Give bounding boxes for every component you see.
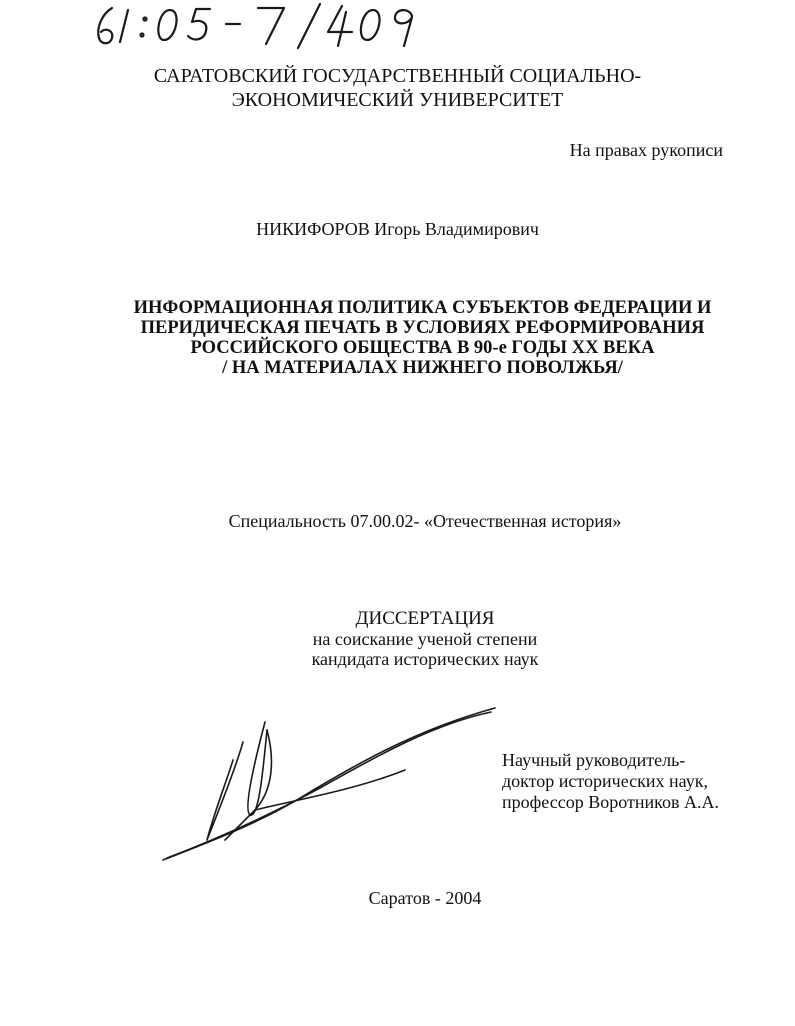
dissertation-title xyxy=(0,298,795,378)
specialty: Специальность 07.00.02- «Отечественная история» xyxy=(228,511,622,531)
supervisor-line-3: профессор Воротников А.А. xyxy=(502,792,719,812)
title-line-4: / НА МАТЕРИАЛАХ НИЖНЕГО ПОВОЛЖЬЯ/ xyxy=(222,358,623,378)
title-line-2: ПЕРИДИЧЕСКАЯ ПЕЧАТЬ В УСЛОВИЯХ РЕФОРМИРОВАНИЯ xyxy=(140,318,705,338)
university-line-2: ЭКОНОМИЧЕСКИЙ УНИВЕРСИТЕТ xyxy=(231,89,564,111)
supervisor-block xyxy=(502,750,719,813)
university-line-1: САРАТОВСКИЙ ГОСУДАРСТВЕННЫЙ СОЦИАЛЬНО- xyxy=(153,65,642,87)
title-line-1: ИНФОРМАЦИОННАЯ ПОЛИТИКА СУБЪЕКТОВ ФЕДЕРАЦИИ И xyxy=(133,298,712,318)
handwritten-archive-code xyxy=(90,2,450,50)
degree-title: ДИССЕРТАЦИЯ xyxy=(355,608,495,629)
supervisor-line-1: Научный руководитель- xyxy=(502,750,686,770)
title-line-3: РОССИЙСКОГО ОБЩЕСТВА В 90-е ГОДЫ XX ВЕКА xyxy=(190,338,655,358)
city-year: Саратов - 2004 xyxy=(368,888,482,908)
rights-note: На правах рукописи xyxy=(569,140,723,160)
degree-line-1: на соискание ученой степени xyxy=(312,629,538,649)
degree-block xyxy=(0,609,795,669)
degree-line-2: кандидата исторических наук xyxy=(311,649,539,669)
university-name xyxy=(0,64,795,112)
signature xyxy=(155,700,505,875)
author-name: НИКИФОРОВ Игорь Владимирович xyxy=(256,219,539,239)
supervisor-line-2: доктор исторических наук, xyxy=(502,771,708,791)
